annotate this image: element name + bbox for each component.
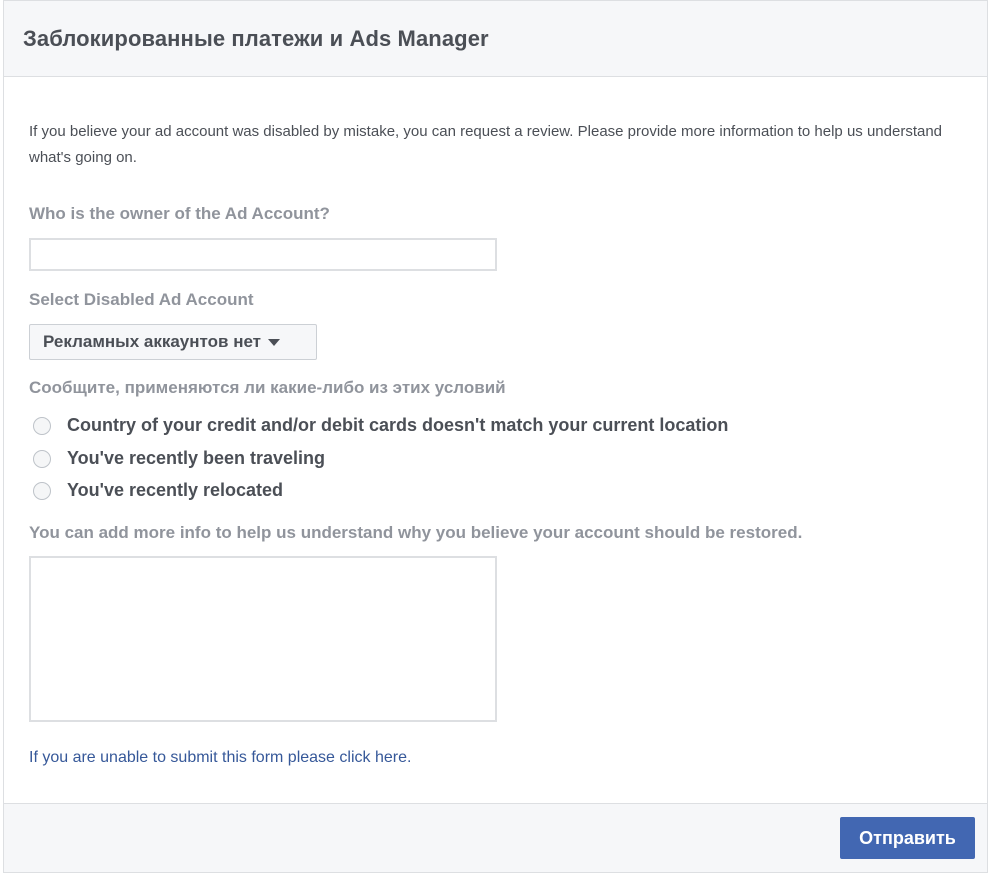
review-dialog — [3, 0, 988, 873]
conditions-label: Сообщите, применяются ли какие-либо из этих условий — [29, 378, 506, 397]
condition-option-traveling[interactable] — [33, 448, 325, 469]
dialog-title: Заблокированные платежи и Ads Manager — [23, 26, 489, 51]
dialog-header — [4, 1, 987, 77]
dialog-footer — [4, 803, 987, 872]
condition-option-relocated[interactable] — [33, 480, 283, 501]
intro-text: If you believe your ad account was disabled by mistake, you can request a review. Please provide more information to help us understand what's going on. — [29, 123, 943, 166]
submit-button[interactable]: Отправить — [840, 817, 975, 859]
caret-down-icon — [268, 339, 280, 346]
radio-label: You've recently relocated — [67, 480, 284, 500]
unable-to-submit-link[interactable]: If you are unable to submit this form please click here. — [29, 749, 412, 766]
condition-option-card-mismatch[interactable] — [33, 415, 728, 436]
radio-button[interactable] — [33, 417, 51, 435]
radio-label: You've recently been traveling — [67, 448, 326, 468]
radio-label: Country of your credit and/or debit cards doesn't match your current location — [67, 415, 729, 435]
owner-input[interactable] — [29, 238, 497, 271]
ad-account-select[interactable] — [29, 324, 317, 360]
ad-account-select-value: Рекламных аккаунтов нет — [43, 332, 262, 351]
radio-button[interactable] — [33, 450, 51, 468]
owner-label: Who is the owner of the Ad Account? — [29, 204, 330, 223]
more-info-textarea[interactable] — [29, 556, 497, 722]
account-select-label: Select Disabled Ad Account — [29, 290, 254, 309]
radio-button[interactable] — [33, 482, 51, 500]
more-info-label: You can add more info to help us understand why you believe your account should be restored. — [29, 523, 803, 542]
